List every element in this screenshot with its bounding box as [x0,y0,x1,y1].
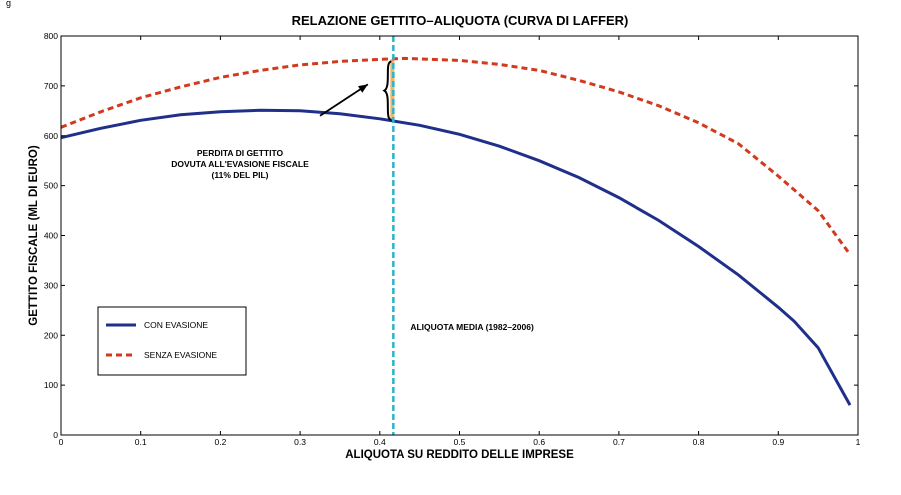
y-tick-label: 700 [43,80,58,91]
y-tick-label: 300 [43,280,58,291]
y-tick-label: 600 [43,130,58,141]
x-tick-label: 0.9 [772,437,785,447]
y-tick-label: 200 [43,330,58,341]
chart-title: RELAZIONE GETTITO–ALIQUOTA (CURVA DI LAFFER) [291,13,629,28]
x-tick-label: 0.5 [453,437,466,447]
annotation-arrowhead [358,84,368,92]
y-tick-label: 500 [43,180,58,191]
gap-brace [384,61,391,119]
x-tick-label: 0.6 [533,437,546,447]
x-tick-label: 0 [58,437,64,447]
x-tick-label: 0.8 [692,437,705,447]
average-rate-label: ALIQUOTA MEDIA (1982–2006) [410,322,534,332]
annotation-line: PERDITA DI GETTITO [196,148,284,158]
x-tick-label: 0.2 [214,437,227,447]
x-tick-label: 0.1 [134,437,147,447]
y-tick-label: 800 [43,31,58,41]
x-axis-label: ALIQUOTA SU REDDITO DELLE IMPRESE [345,449,574,461]
legend-box [98,307,246,375]
y-tick-label: 0 [53,430,58,440]
series-line-senza-evasione [61,58,850,254]
annotation-line: DOVUTA ALL'EVASIONE FISCALE [171,159,309,169]
legend [98,307,246,375]
legend-entry-con-evasione: CON EVASIONE [144,320,209,330]
x-tick-label: 0.7 [612,437,625,447]
x-tick-label: 1 [855,437,861,447]
x-tick-label: 0.3 [294,437,307,447]
x-tick-label: 0.4 [373,437,386,447]
y-axis-label: GETTITO FISCALE (ML DI EURO) [28,145,40,326]
figure-label: g [6,0,12,8]
evasion-loss-annotation [171,61,391,180]
annotation-line: (11% DEL PIL) [211,170,269,180]
y-tick-label: 100 [43,380,58,391]
y-tick-label: 400 [43,230,58,241]
legend-entry-senza-evasione: SENZA EVASIONE [144,350,218,360]
